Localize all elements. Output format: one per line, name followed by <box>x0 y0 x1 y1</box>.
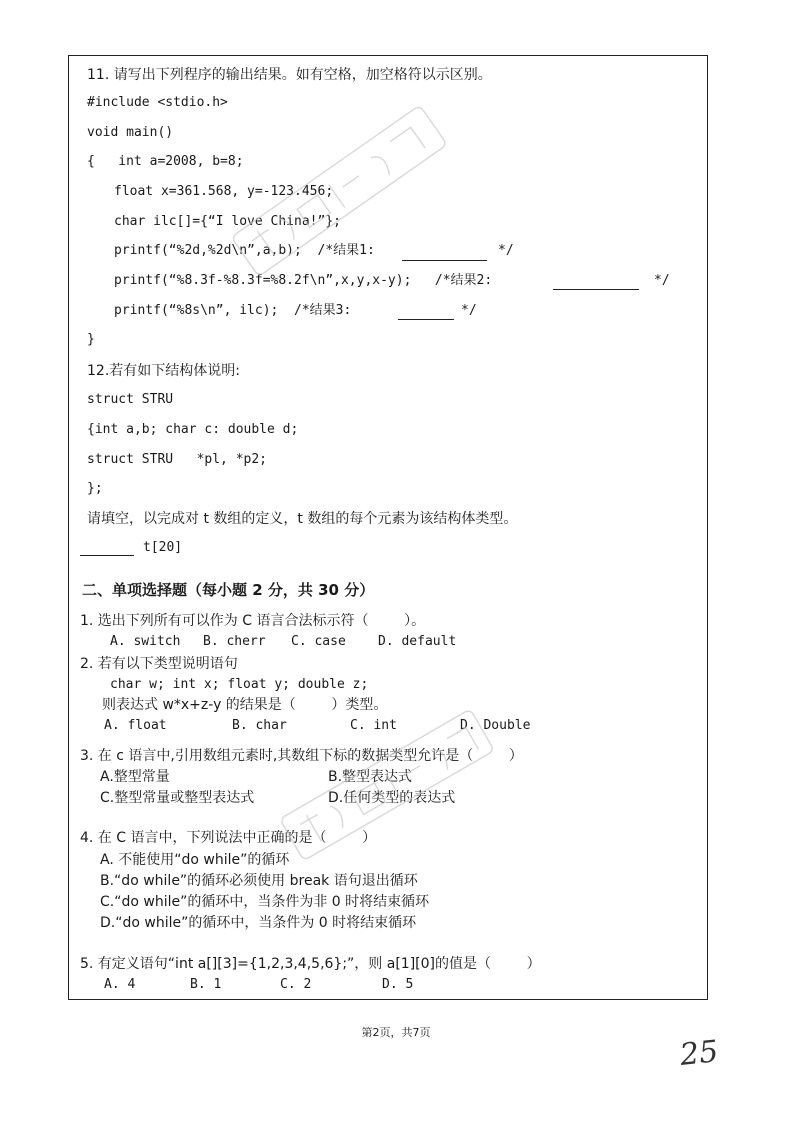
code-line: printf(“%2d,%2d\n”,a,b); /*结果1: <box>114 243 375 258</box>
code-line: struct STRU *pl, *p2; <box>87 452 268 467</box>
mc-stem: 2. 若有以下类型说明语句 <box>80 656 238 672</box>
code-line: struct STRU <box>87 392 174 407</box>
code-line: void main() <box>87 125 174 140</box>
mc-option[interactable]: A.整型常量 <box>100 769 170 785</box>
mc-stem: 3. 在 c 语言中,引用数组元素时,其数组下标的数据类型允许是（ ） <box>80 748 523 764</box>
code-line: } <box>87 332 95 347</box>
code-line: { int a=2008, b=8; <box>87 154 244 169</box>
mc-option[interactable]: D. 5 <box>382 977 414 992</box>
code-line: #include <stdio.h> <box>87 95 228 110</box>
comment-end: */ <box>498 243 514 258</box>
answer-blank-2[interactable] <box>553 289 639 290</box>
answer-suffix: t[20] <box>143 540 183 555</box>
code-line: printf(“%8s\n”, ilc); /*结果3: <box>114 303 352 318</box>
mc-option[interactable]: B. cherr <box>203 634 266 649</box>
code-line: float x=361.568, y=-123.456; <box>114 184 334 199</box>
mc-option[interactable]: B. char <box>232 718 287 733</box>
code-line: }; <box>87 481 103 496</box>
mc-stem: 则表达式 w*x+z-y 的结果是（ ）类型。 <box>102 697 388 713</box>
section-heading: 二、单项选择题（每小题 2 分，共 30 分） <box>82 581 375 599</box>
q12-instruction: 请填空，以完成对 t 数组的定义，t 数组的每个元素为该结构体类型。 <box>87 511 518 527</box>
mc-option[interactable]: A. 4 <box>104 977 136 992</box>
mc-option[interactable]: C. int <box>350 718 397 733</box>
mc-stem: 4. 在 C 语言中，下列说法中正确的是（ ） <box>80 830 377 846</box>
mc-option[interactable]: C.整型常量或整型表达式 <box>100 790 255 806</box>
page-footer: 第2页，共7页 <box>361 1026 431 1039</box>
mc-code: char w; int x; float y; double z; <box>110 677 369 692</box>
mc-option[interactable]: A. switch <box>110 634 181 649</box>
answer-blank-4[interactable] <box>80 555 134 556</box>
mc-option[interactable]: B.整型表达式 <box>328 769 413 785</box>
code-line: printf(“%8.3f-%8.3f=%8.2f\n”,x,y,x-y); /*结果2: <box>114 273 493 288</box>
mc-option[interactable]: A. float <box>104 718 167 733</box>
answer-blank-3[interactable] <box>398 319 454 320</box>
mc-option[interactable]: D. default <box>378 634 457 649</box>
comment-end: */ <box>654 273 670 288</box>
mc-option[interactable]: D.任何类型的表达式 <box>328 790 456 806</box>
q12-title: 12.若有如下结构体说明: <box>87 363 240 379</box>
answer-blank-1[interactable] <box>402 260 487 261</box>
mc-option[interactable]: B. 1 <box>190 977 222 992</box>
code-line: {int a,b; char c: double d; <box>87 422 299 437</box>
comment-end: */ <box>461 303 477 318</box>
mc-option[interactable]: B.“do while”的循环必须使用 break 语句退出循环 <box>100 873 418 889</box>
mc-option[interactable]: C. case <box>291 634 346 649</box>
handwritten-score: 25 <box>678 1034 720 1073</box>
mc-stem: 5. 有定义语句“int a[][3]={1,2,3,4,5,6};”，则 a[1][0]的值是（ ） <box>80 956 541 972</box>
mc-option[interactable]: C. 2 <box>280 977 312 992</box>
mc-stem: 1. 选出下列所有可以作为 C 语言合法标示符（ ）。 <box>80 613 426 629</box>
mc-option[interactable]: A. 不能使用“do while”的循环 <box>100 852 290 868</box>
mc-option[interactable]: D.“do while”的循环中，当条件为 0 时将结束循环 <box>100 915 417 931</box>
code-line: char ilc[]={“I love China!”}; <box>114 214 341 229</box>
mc-option[interactable]: D. Double <box>460 718 531 733</box>
q11-title: 11. 请写出下列程序的输出结果。如有空格，加空格符以示区别。 <box>87 67 492 83</box>
mc-option[interactable]: C.“do while”的循环中，当条件为非 0 时将结束循环 <box>100 894 430 910</box>
